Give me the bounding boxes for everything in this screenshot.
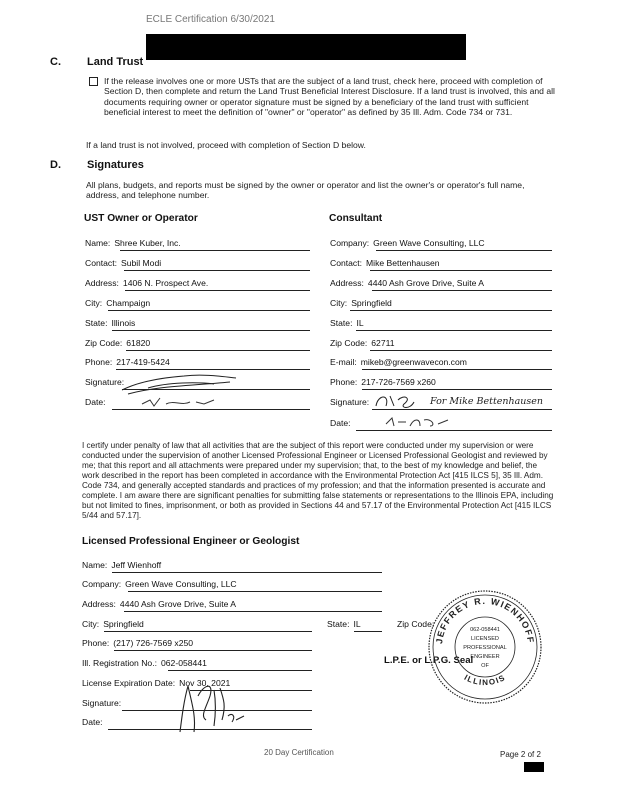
engineer-state-value[interactable]: IL xyxy=(353,619,361,629)
owner-date-scribble xyxy=(140,394,220,410)
header-faded-label: ECLE Certification 6/30/2021 xyxy=(146,14,275,25)
engineer-address-line xyxy=(124,611,382,612)
consultant-company-line xyxy=(376,250,552,251)
owner-zip-field: Zip Code: 61820 xyxy=(85,338,151,348)
consultant-phone-field: Phone: 217-726-7569 x260 xyxy=(330,377,436,387)
consultant-address-value[interactable]: 4440 Ash Grove Drive, Suite A xyxy=(367,278,484,288)
consultant-state-field: State: IL xyxy=(330,318,364,328)
consultant-contact-line xyxy=(370,270,552,271)
engineer-seal-stamp xyxy=(426,588,544,706)
seal-state-arc: ILLINOIS xyxy=(462,672,508,688)
consultant-company-value[interactable]: Green Wave Consulting, LLC xyxy=(373,238,485,248)
consultant-initials-scribble xyxy=(372,390,422,412)
consultant-contact-value[interactable]: Mike Bettenhausen xyxy=(366,258,440,268)
consultant-signature-field: Signature: xyxy=(330,397,370,407)
owner-state-value[interactable]: Illinois xyxy=(111,318,136,328)
consultant-zip-value[interactable]: 62711 xyxy=(371,338,395,348)
engineer-state-field: State: IL xyxy=(327,619,361,629)
owner-heading: UST Owner or Operator xyxy=(84,213,198,224)
owner-city-value[interactable]: Champaign xyxy=(106,298,151,308)
footer-page: Page 2 of 2 xyxy=(500,750,541,759)
engineer-name-line xyxy=(112,572,382,573)
engineer-company-line xyxy=(128,591,382,592)
footer-redaction xyxy=(524,762,544,772)
owner-name-value[interactable]: Shree Kuber, Inc. xyxy=(114,238,181,248)
owner-phone-field: Phone: 217-419-5424 xyxy=(85,357,170,367)
consultant-handwritten-signature: For Mike Bettenhausen xyxy=(430,396,544,407)
engineer-city-field: City: Springfield xyxy=(82,619,144,629)
owner-contact-field: Contact: Subil Modi xyxy=(85,258,162,268)
signatures-intro: All plans, budgets, and reports must be signed by the owner or operator and list the owner's or operator's full name, address, and telephone number. xyxy=(86,180,525,201)
consultant-heading: Consultant xyxy=(329,213,383,224)
consultant-city-line xyxy=(350,310,552,311)
owner-city-field: City: Champaign xyxy=(85,298,151,308)
consultant-contact-field: Contact: Mike Bettenhausen xyxy=(330,258,440,268)
engineer-address-field: Address: 4440 Ash Grove Drive, Suite A xyxy=(82,599,236,609)
engineer-expiration-field: License Expiration Date: Nov 30, 2021 xyxy=(82,678,231,688)
consultant-address-line xyxy=(372,290,552,291)
section-d-letter: D. xyxy=(50,159,61,171)
engineer-name-value[interactable]: Jeff Wienhoff xyxy=(111,560,162,570)
consultant-email-line xyxy=(362,369,552,370)
consultant-address-field: Address: 4440 Ash Grove Drive, Suite A xyxy=(330,278,484,288)
seal-center-line: LICENSED xyxy=(471,636,499,642)
footer-center: 20 Day Certification xyxy=(264,748,334,757)
seal-center-line: PROFESSIONAL xyxy=(463,645,507,651)
consultant-city-field: City: Springfield xyxy=(330,298,392,308)
owner-state-field: State: Illinois xyxy=(85,318,136,328)
engineer-heading: Licensed Professional Engineer or Geologist xyxy=(82,536,300,547)
redaction-bar xyxy=(146,34,466,60)
engineer-signature-scribble xyxy=(170,676,250,736)
engineer-city-value[interactable]: Springfield xyxy=(103,619,144,629)
certification-text: I certify under penalty of law that all activities that are the subject of this report were conducted under my supervision or were conducted under the supervision of another Licensed Professional Engineer or Licensed Professional Geologist and reviewed by me; that this report and all attachments were prepared under my supervision; that, to the best of my knowledge and belief, the work described in the report has been completed in accordance with the Environmental Protection Act [415 ILCS 5], 35 Ill. Adm. Code 734, and generally accepted standards and practices of my profession; and that the information presented is accurate and complete. I am aware there are significant penalties for submitting false statements or representations to the Illinois EPA, including but not limited to fines, imprisonment, or both as provided in Sections 44 and 57.17 of the Environmental Protection Act [415 ILCS 5/44 and 57.17]. xyxy=(82,441,554,520)
engineer-date-field: Date: xyxy=(82,717,103,727)
owner-zip-line xyxy=(126,350,310,351)
owner-contact-value[interactable]: Subil Modi xyxy=(121,258,162,268)
engineer-zip-field: Zip Code: xyxy=(397,619,435,629)
engineer-address-value[interactable]: 4440 Ash Grove Drive, Suite A xyxy=(119,599,236,609)
owner-phone-value[interactable]: 217-419-5424 xyxy=(116,357,170,367)
consultant-zip-line xyxy=(370,350,552,351)
owner-zip-value[interactable]: 61820 xyxy=(126,338,151,348)
engineer-signature-field: Signature: xyxy=(82,698,122,708)
owner-address-value[interactable]: 1406 N. Prospect Ave. xyxy=(122,278,209,288)
engineer-company-value[interactable]: Green Wave Consulting, LLC xyxy=(125,579,237,589)
consultant-state-line xyxy=(356,330,552,331)
owner-signature-field: Signature: xyxy=(85,377,125,387)
section-d-title: Signatures xyxy=(87,159,144,171)
consultant-zip-field: Zip Code: 62711 xyxy=(330,338,395,348)
seal-center-line: 062-058441 xyxy=(470,627,500,633)
engineer-name-field: Name: Jeff Wienhoff xyxy=(82,560,162,570)
seal-center-line: ENGINEER xyxy=(470,654,500,660)
consultant-phone-value[interactable]: 217-726-7569 x260 xyxy=(361,377,436,387)
section-c-title: Land Trust xyxy=(87,56,144,68)
owner-state-line xyxy=(112,330,310,331)
engineer-expiration-value[interactable]: Nov 30, 2021 xyxy=(179,678,231,688)
consultant-date-line xyxy=(356,430,552,431)
land-trust-text: If the release involves one or more USTs that are the subject of a land trust, check here, proceed with completion of Section D, then complete and return the Land Trust Beneficial Interest Disclosure. If a land trust is involved, this and all documents requiring owner or operator signature must be signed by a beneficiary of the land trust with sufficient beneficial interest to meet the definition of "owner" or "operator" as defined by 35 Ill. Adm. Code 734 or 731. xyxy=(104,76,555,118)
consultant-state-value[interactable]: IL xyxy=(356,318,364,328)
seal-name-arc: JEFFREY R. WIENHOFF xyxy=(434,595,536,645)
consultant-email-field: E-mail: mikeb@greenwavecon.com xyxy=(330,357,467,367)
consultant-date-field: Date: xyxy=(330,418,351,428)
land-trust-not-involved: If a land trust is not involved, proceed with completion of Section D below. xyxy=(86,140,366,150)
engineer-phone-value[interactable]: (217) 726-7569 x250 xyxy=(113,638,194,648)
engineer-registration-field: Ill. Registration No.: 062-058441 xyxy=(82,658,207,668)
owner-city-line xyxy=(108,310,310,311)
engineer-registration-line xyxy=(168,670,312,671)
engineer-phone-line xyxy=(114,650,312,651)
owner-contact-line xyxy=(124,270,310,271)
owner-date-field: Date: xyxy=(85,397,106,407)
consultant-city-value[interactable]: Springfield xyxy=(351,298,392,308)
seal-label: L.P.E. or L.P.G. Seal xyxy=(384,655,474,666)
owner-name-field: Name: Shree Kuber, Inc. xyxy=(85,238,181,248)
engineer-phone-field: Phone: (217) 726-7569 x250 xyxy=(82,638,194,648)
section-c-letter: C. xyxy=(50,56,61,68)
engineer-state-line xyxy=(354,631,382,632)
seal-center-line: OF xyxy=(481,663,489,669)
engineer-city-line xyxy=(104,631,312,632)
owner-name-line xyxy=(120,250,310,251)
consultant-company-field: Company: Green Wave Consulting, LLC xyxy=(330,238,485,248)
engineer-registration-value[interactable]: 062-058441 xyxy=(161,658,207,668)
owner-address-field: Address: 1406 N. Prospect Ave. xyxy=(85,278,209,288)
consultant-email-value[interactable]: mikeb@greenwavecon.com xyxy=(360,357,467,367)
svg-text:ILLINOIS xyxy=(463,673,508,687)
owner-address-line xyxy=(125,290,310,291)
land-trust-checkbox[interactable] xyxy=(89,77,98,86)
consultant-date-scribble xyxy=(384,414,454,430)
engineer-company-field: Company: Green Wave Consulting, LLC xyxy=(82,579,237,589)
